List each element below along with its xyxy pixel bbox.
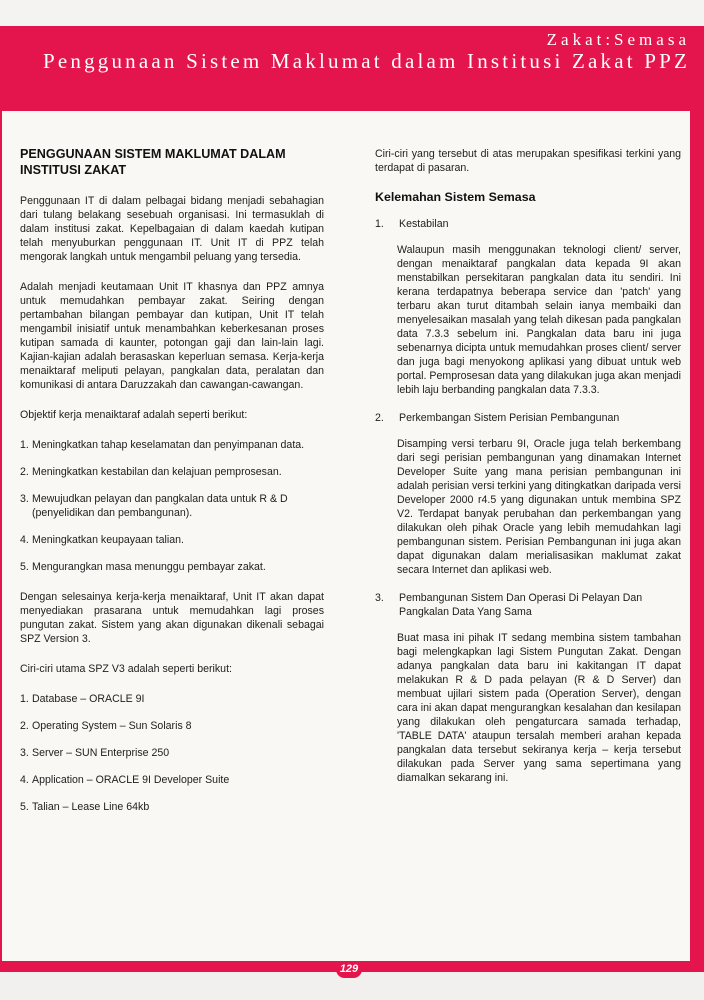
top-margin [0,0,704,26]
article-title: Penggunaan Sistem Maklumat dalam Institusi Zakat PPZ [42,49,690,73]
list-number: 1. [375,218,384,230]
paragraph: Penggunaan IT di dalam pelbagai bidang menjadi sebahagian dari tulang belakang sesebuah organisasi. Ini termasuklah di dalam institusi zakat. Kepelbagaian di dalam kaedah kutipan telah menyuburkan penggunaan IT. Unit IT di PPZ telah mengorak langkah untuk mengambil peluang yang tersedia. [20,195,324,263]
list-text: Application – ORACLE 9I Developer Suite [32,774,230,786]
list-text: Mewujudkan pelayan dan pangkalan data untuk R & D (penyelidikan dan pembangunan). [32,493,288,519]
feature-item [20,800,324,814]
list-number: 5. [20,801,29,813]
feature-item [20,719,324,733]
list-number: 3. [375,592,384,604]
weakness-title: Pembangunan Sistem Dan Operasi Di Pelayan Dan Pangkalan Data Yang Sama [399,592,643,618]
weakness-body: Walaupun masih menggunakan teknologi client/ server, dengan menaiktaraf pangkalan data kepada 9I akan menstabilkan persekitaran pangkalan data itu sendiri. Ini kerana terdapatnya beberapa service dan 'patch' yang terbaru akan turut ditambah selain ianya membaiki dan menyelesaikan masalah yang telah dikesan pada pangkalan data 7.3.3 sebelum ini. Pangkalan data baru ini juga sebenarnya dicipta untuk memudahkan proses client/ server dan juga bagi menyokong aplikasi yang dibuat untuk web portal. Pemprosesan data yang dilakukan juga akan menjadi lebih laju berbanding pangkalan data 7.3.3. [397,244,681,396]
weakness-body: Buat masa ini pihak IT sedang membina sistem tambahan bagi melengkapkan lagi Sistem Pungutan Zakat. Dengan adanya pangkalan data baru ini kakitangan IT dapat melakukan R & D pada pelayan (R & D Server) dan membuat ujilari sistem pada (Operation Server), dengan cara ini akan dapat mengurangkan kesalahan dan kesilapan yang dilakukan oleh pengaturcara samada terhadap, 'TABLE DATA' ataupun tersalah memberi arahan kepada pangkalan data tersebut sekiranya kerja – kerja tersebut dilakukan pada Server yang sama sepertimana yang diamalkan sekarang ini. [397,632,681,784]
list-text: Meningkatkan tahap keselamatan dan penyimpanan data. [32,439,305,451]
weakness-title: Perkembangan Sistem Perisian Pembangunan [399,412,620,424]
list-text: Server – SUN Enterprise 250 [32,747,170,759]
list-number: 3. [20,747,29,759]
left-column [20,146,324,827]
list-number: 1. [20,693,29,705]
weakness-item-heading [375,411,681,425]
feature-item [20,773,324,787]
weakness-body: Disamping versi terbaru 9I, Oracle juga telah berkembang dari segi perisian pembangunan yang dinamakan Internet Developer Suite yang mana perisian pembangunan ini adalah perisian versi terkini yang ditingkatkan daripada versi Developer 2000 r4.5 yang digunakan untuk membina SPZ V2. Terdapat banyak perubahan dan perkembangan yang dilakukan oleh pihak Oracle yang lebih memudahkan lagi pembangunan sistem. Perisian Pembangunan ini juga akan dapat digunakan dalam merialisasikan maklumat zakat secara Internet dan aplikasi web. [397,438,681,576]
list-number: 4. [20,774,29,786]
feature-item [20,692,324,706]
weakness-item-heading [375,217,681,231]
list-text: Database – ORACLE 9I [32,693,145,705]
paragraph: Adalah menjadi keutamaan Unit IT khasnya dan PPZ amnya untuk memudahkan pembayar zakat. Seiring dengan pertambahan bilangan pembayar dan kutipan, Unit IT telah mengambil inisiatif untuk menambahkan keberkesanan proses kutipan samada di kaunter, potongan gaji dan lain-lain lagi. Kajian-kajian adalah berasaskan keperluan semasa. Kerja-kerja menaiktaraf meliputi pelayan, pangkalan data, peralatan dan komunikasi di antara Daruzzakah dan cawangan-cawangan. [20,281,324,391]
objective-item [20,438,324,452]
weakness-title: Kestabilan [399,218,449,230]
paragraph: Dengan selesainya kerja-kerja menaiktaraf, Unit IT akan dapat menyediakan prasarana untuk memudahkan lagi proses pungutan zakat. Sistem yang akan digunakan dikenali sebagai SPZ Version 3. [20,591,324,645]
list-text: Operating System – Sun Solaris 8 [32,720,192,732]
section-label: Zakat:Semasa [546,30,690,49]
list-number: 2. [20,720,29,732]
list-number: 5. [20,561,29,573]
objectives-intro: Objektif kerja menaiktaraf adalah seperti berikut: [20,409,248,421]
list-text: Talian – Lease Line 64kb [32,801,150,813]
right-column [375,147,681,799]
list-number: 3. [20,493,29,505]
list-text: Mengurangkan masa menunggu pembayar zakat. [32,561,266,573]
section-heading: PENGGUNAAN SISTEM MAKLUMAT DALAM INSTITUSI ZAKAT [20,147,286,177]
objective-item [20,492,324,520]
list-text: Meningkatkan keupayaan talian. [32,534,184,546]
list-number: 1. [20,439,29,451]
list-number: 2. [375,412,384,424]
section-heading: Kelemahan Sistem Semasa [375,190,536,204]
list-number: 2. [20,466,29,478]
objective-item [20,533,324,547]
feature-item [20,746,324,760]
features-intro: Ciri-ciri utama SPZ V3 adalah seperti berikut: [20,663,232,675]
list-text: Meningkatkan kestabilan dan kelajuan pemprosesan. [32,466,282,478]
page-number: 129 [336,961,362,978]
weakness-item-heading [375,591,681,619]
paragraph: Ciri-ciri yang tersebut di atas merupakan spesifikasi terkini yang terdapat di pasaran. [375,148,681,174]
objective-item [20,560,324,574]
objective-item [20,465,324,479]
list-number: 4. [20,534,29,546]
